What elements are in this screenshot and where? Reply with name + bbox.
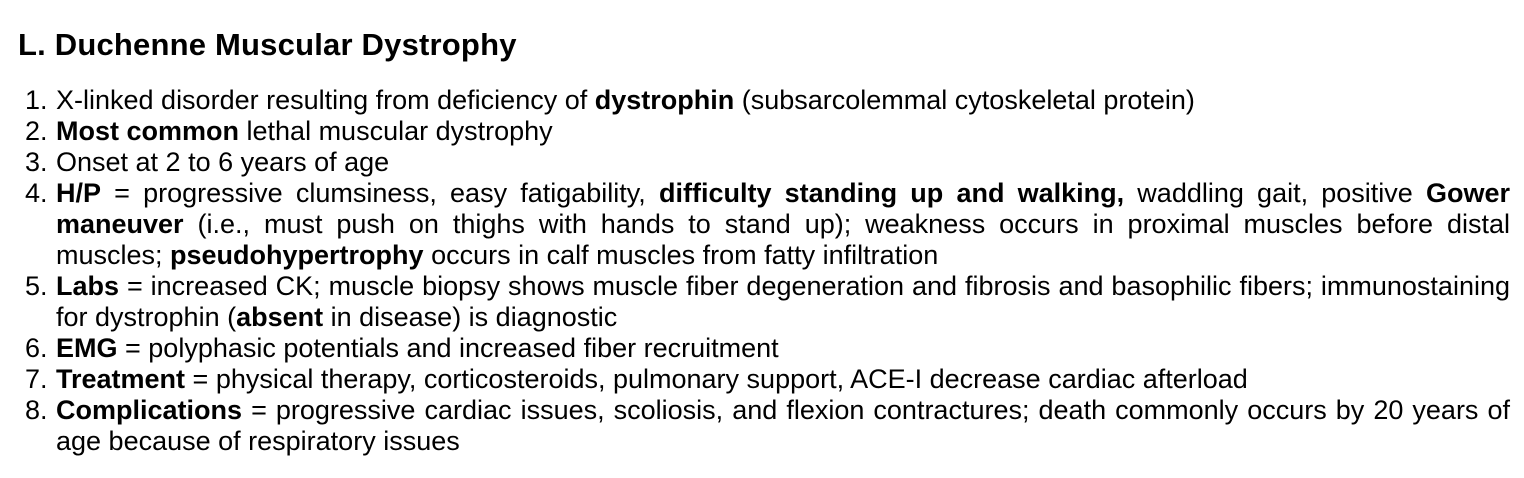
item-text-bold: EMG (56, 333, 118, 363)
item-text: waddling gait, positive (1124, 178, 1426, 208)
item-number: 4. (25, 178, 48, 208)
item-number: 7. (25, 364, 48, 394)
numbered-list (25, 85, 1510, 457)
item-text-bold: difficulty standing up and walking, (658, 178, 1125, 208)
item-text: = progressive clumsiness, easy fatigability, (101, 178, 659, 208)
item-text: = increased CK; muscle biopsy shows muscle fiber degeneration and fibrosis and basophilic fibers; immunostaining for dystrophin ( (56, 271, 1510, 332)
list-item (25, 85, 1510, 116)
item-number: 3. (25, 147, 48, 177)
list-item (25, 116, 1510, 147)
item-text-bold: H/P (56, 178, 102, 208)
list-item (25, 395, 1510, 457)
list-item (25, 364, 1510, 395)
item-number: 5. (25, 271, 48, 301)
item-text: = polyphasic potentials and increased fiber recruitment (117, 333, 779, 363)
item-text: (i.e., must push on thighs with hands to stand up); weakness occurs in proximal muscles before distal muscles; (56, 209, 1510, 270)
item-text-bold: dystrophin (594, 85, 735, 115)
item-number: 1. (25, 85, 48, 115)
item-text-bold: Treatment (56, 364, 186, 394)
list-item (25, 333, 1510, 364)
item-text-bold: Labs (56, 271, 120, 301)
item-text: = physical therapy, corticosteroids, pulmonary support, ACE-I decrease cardiac afterload (185, 364, 1248, 394)
item-number: 8. (25, 395, 48, 425)
item-text: X-linked disorder resulting from deficiency of (56, 85, 595, 115)
list-item (25, 271, 1510, 333)
item-text: Onset at 2 to 6 years of age (56, 147, 390, 177)
item-text: = progressive cardiac issues, scoliosis, and flexion contractures; death commonly occurs by 20 years of age because of respiratory issues (56, 395, 1510, 456)
list-item (25, 147, 1510, 178)
list-item (25, 178, 1510, 271)
item-text-bold: Most common (56, 116, 240, 146)
item-text: (subsarcolemmal cytoskeletal protein) (734, 85, 1195, 115)
item-number: 2. (25, 116, 48, 146)
item-number: 6. (25, 333, 48, 363)
item-text: occurs in calf muscles from fatty infiltration (423, 240, 939, 270)
item-text-bold: Gower maneuver (56, 178, 1510, 239)
section-heading: L. Duchenne Muscular Dystrophy (18, 27, 517, 62)
item-text-bold: Complications (56, 395, 243, 425)
item-text-bold: pseudohypertrophy (170, 240, 424, 270)
item-text: in disease) is diagnostic (323, 302, 618, 332)
item-text: lethal muscular dystrophy (239, 116, 553, 146)
item-text-bold: absent (236, 302, 324, 332)
